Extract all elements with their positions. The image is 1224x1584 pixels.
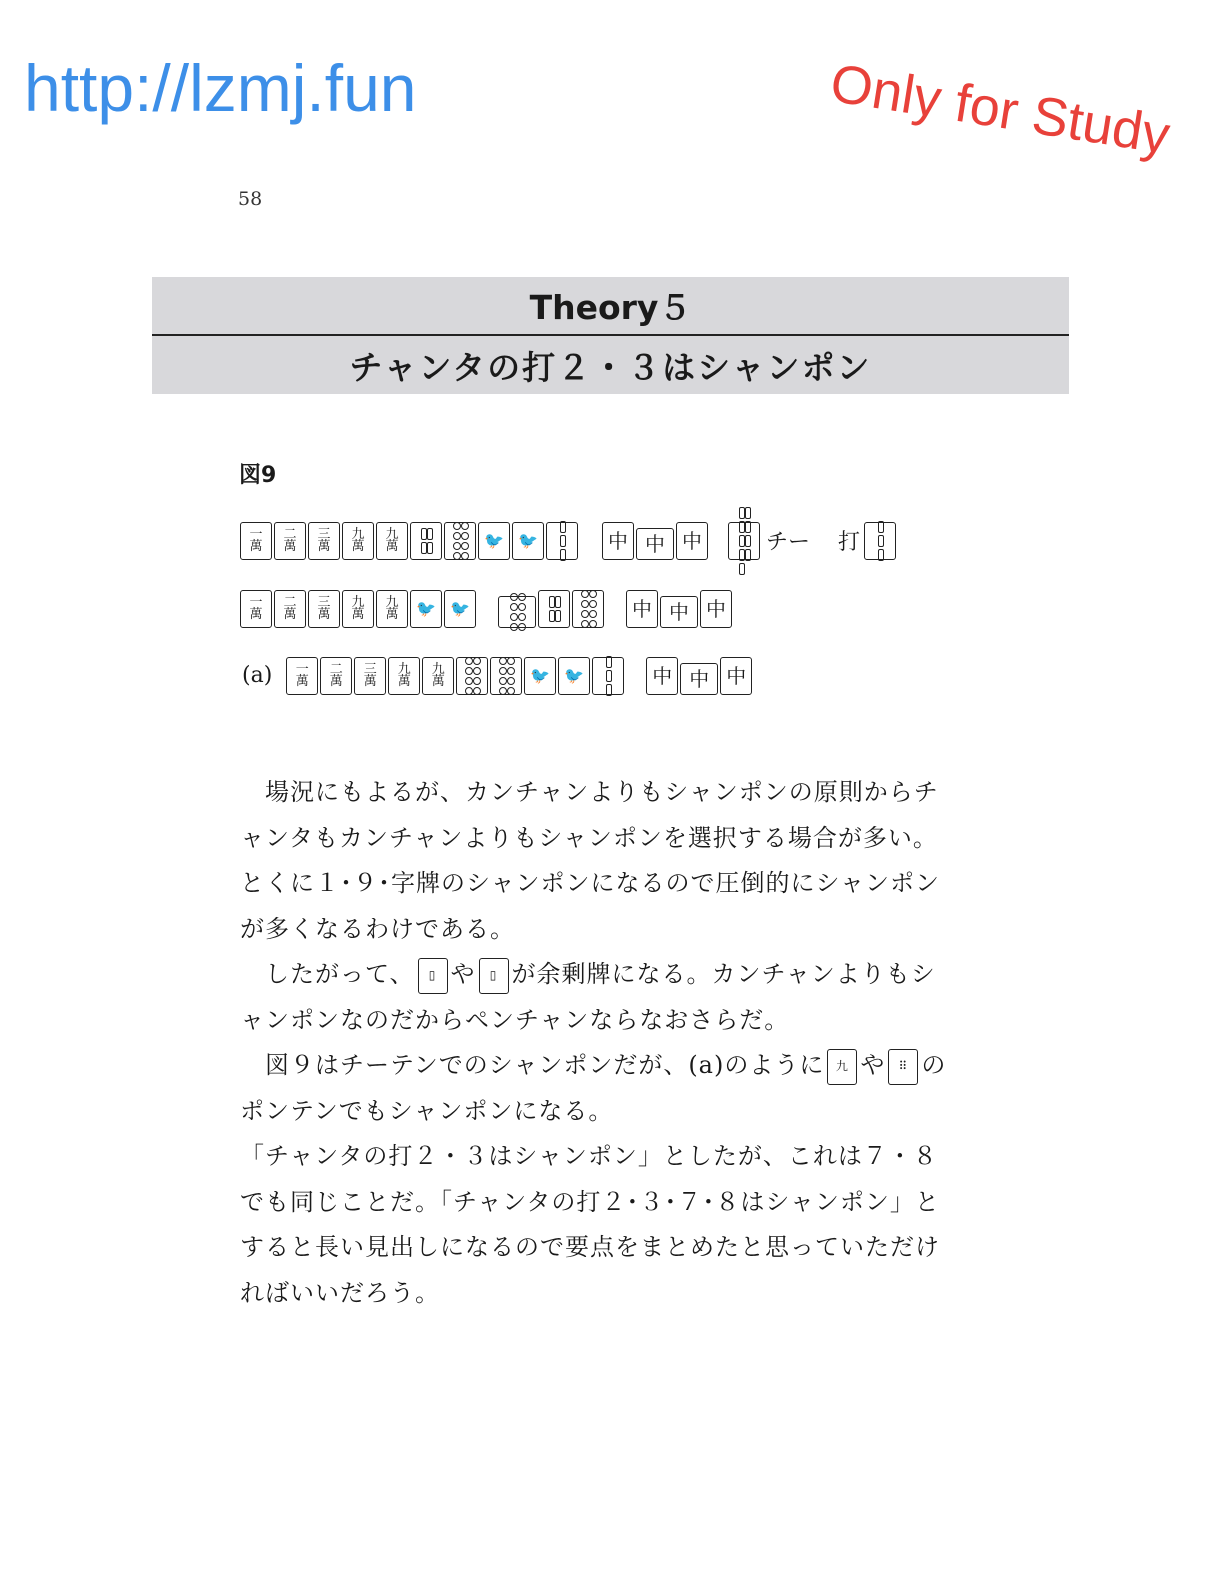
discard-label: 打 [838, 529, 861, 555]
man-1-tile: 一 萬 [240, 590, 272, 628]
sou-3-tile [592, 657, 624, 695]
tile-row-3 [238, 655, 754, 695]
man-9-tile: 九 萬 [342, 522, 374, 560]
paragraph-3-text-c: のポンテンでもシャンポンになる。 [240, 1051, 947, 1125]
sou-9-tile [728, 522, 760, 560]
man-3-tile: 三 萬 [354, 657, 386, 695]
pin-8-tile [498, 596, 536, 628]
sou-1-tile: 🐦 [410, 590, 442, 628]
paragraph-2-text-a: したがって、 [265, 960, 415, 988]
man-9-tile: 九 萬 [388, 657, 420, 695]
chun-tile: 中 [676, 522, 708, 560]
chi-call-label: チー [766, 529, 811, 555]
body-text [240, 770, 952, 1316]
page-number: 58 [238, 188, 263, 210]
man-9-tile: 九 萬 [376, 522, 408, 560]
paragraph-1-text: 場況にもよるが、カンチャンよりもシャンポンの原則からチャンタもカンチャンよりもシャンポンを選択する場合が多い。とくに１･９･字牌のシャンポンになるので圧倒的にシャンポンが多くなるわけである。 [240, 778, 941, 943]
man-9-tile: 九 萬 [342, 590, 374, 628]
variant-a-label: (a) [242, 662, 273, 688]
chapter-title: チャンタの打２・３はシャンポン [349, 347, 872, 387]
pin-8-tile [572, 590, 604, 628]
sou-2-tile: ▯ [418, 958, 448, 994]
man-1-tile: 一 萬 [240, 522, 272, 560]
pin-8-tile [490, 657, 522, 695]
man-1-tile: 一 萬 [286, 657, 318, 695]
paragraph-3 [240, 1043, 952, 1134]
pin-8-tile [444, 522, 476, 560]
paragraph-2-text-b: や [450, 960, 476, 988]
chun-tile: 中 [660, 596, 698, 628]
chun-tile: 中 [602, 522, 634, 560]
chun-tile: 中 [646, 657, 678, 695]
sou-3-tile [546, 522, 578, 560]
paragraph-1 [240, 770, 952, 952]
man-9-tile: 九 [827, 1049, 857, 1085]
pin-8-tile: ⠿ [888, 1049, 918, 1085]
figure-label: 図9 [239, 463, 277, 488]
man-9-tile: 九 萬 [422, 657, 454, 695]
tile-row-2 [240, 588, 734, 628]
sou-1-tile: 🐦 [512, 522, 544, 560]
paragraph-4 [240, 1134, 952, 1316]
watermark-url: http://lzmj.fun [24, 51, 417, 125]
pin-8-tile [456, 657, 488, 695]
sou-1-tile: 🐦 [478, 522, 510, 560]
man-2-tile: 二 萬 [274, 590, 306, 628]
man-3-tile: 三 萬 [308, 522, 340, 560]
paragraph-3-text-a: 図９はチーテンでのシャンポンだが、(a)のように [265, 1051, 825, 1079]
theory-label: Theory５ [529, 288, 692, 327]
paragraph-4-text: 「チャンタの打２・３はシャンポン」としたが、これは７・８でも同じことだ。「チャンタの打２･３･７･８はシャンポン」とすると長い見出しになるので要点をまとめたと思っていただければいいだろう。 [240, 1142, 940, 1307]
man-9-tile: 九 萬 [376, 590, 408, 628]
chapter-header [152, 277, 1069, 394]
sou-4-tile [410, 522, 442, 560]
man-2-tile: 二 萬 [320, 657, 352, 695]
paragraph-2 [240, 952, 952, 1043]
sou-3-tile: ▯ [479, 958, 509, 994]
watermark-study: Only for Study [826, 52, 1174, 166]
sou-3-tile [864, 522, 896, 560]
sou-4-tile [538, 590, 570, 628]
tile-row-1 [240, 520, 898, 560]
paragraph-3-text-b: や [860, 1051, 886, 1079]
chun-tile: 中 [680, 663, 718, 695]
chun-tile: 中 [626, 590, 658, 628]
man-2-tile: 二 萬 [274, 522, 306, 560]
paragraph-2-text-c: が余剰牌になる。カンチャンよりもシャンポンなのだからペンチャンならなおさらだ。 [240, 960, 936, 1034]
sou-1-tile: 🐦 [558, 657, 590, 695]
sou-1-tile: 🐦 [444, 590, 476, 628]
sou-1-tile: 🐦 [524, 657, 556, 695]
chun-tile: 中 [636, 528, 674, 560]
man-3-tile: 三 萬 [308, 590, 340, 628]
chun-tile: 中 [700, 590, 732, 628]
chun-tile: 中 [720, 657, 752, 695]
